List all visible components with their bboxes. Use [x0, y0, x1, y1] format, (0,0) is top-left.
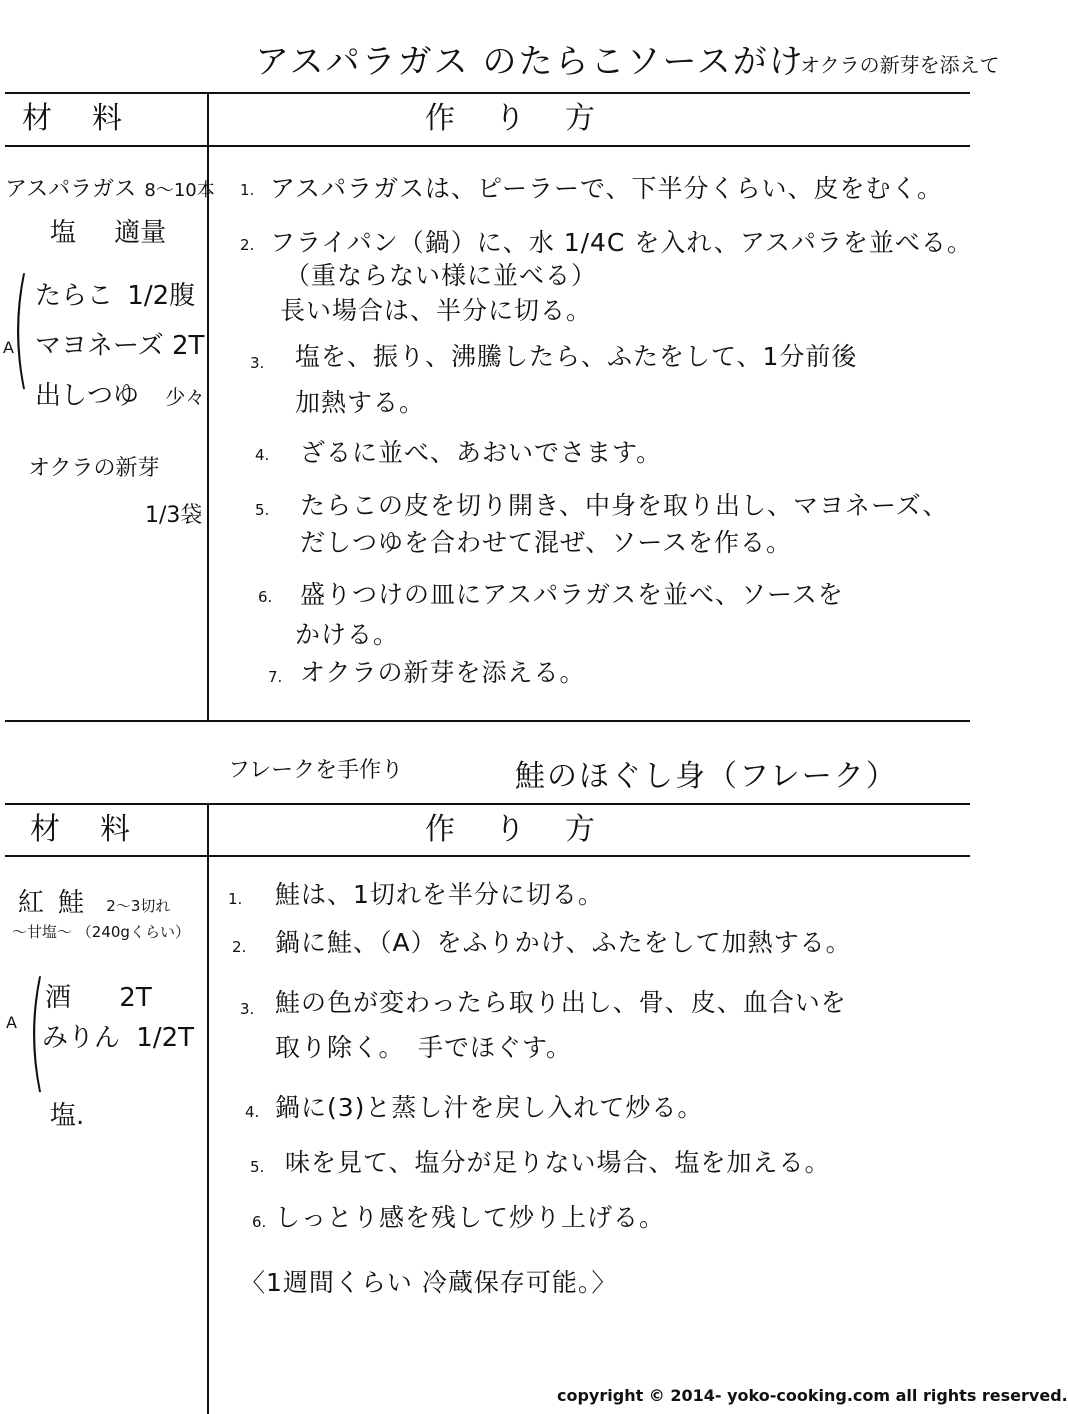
- ingredient-amount: 8〜10本: [144, 180, 215, 201]
- step-number: 3.: [250, 354, 265, 372]
- recipe1-header-top-rule: [5, 92, 970, 94]
- recipe1-header-bottom-rule: [5, 145, 970, 147]
- recipe2-header-top-rule: [5, 803, 970, 805]
- ingredient-name: 出しつゆ: [35, 381, 140, 411]
- ingredient-name: たらこ: [35, 281, 114, 311]
- step-line: 長い場合は、半分に切る。: [280, 296, 593, 325]
- step-number: 4.: [245, 1103, 260, 1121]
- recipe-divider-rule: [5, 720, 970, 722]
- step-line: しっとり感を残して炒り上げる。: [275, 1203, 666, 1232]
- recipe1-ingredient-4: [35, 333, 204, 359]
- step-line: 鍋に(3)と蒸し汁を戻し入れて炒る。: [275, 1093, 704, 1122]
- recipe2-ingredient-2: [12, 925, 190, 940]
- recipe1-ingredient-5: [35, 383, 205, 409]
- ingredient-amount: 少々: [165, 385, 206, 409]
- recipe1-group-brace: (: [12, 251, 30, 403]
- step-number: 1.: [240, 181, 255, 199]
- ingredient-amount: 1/2腹: [127, 281, 196, 311]
- recipe1-ingredient-1: [5, 175, 215, 201]
- step-number: 4.: [255, 446, 270, 464]
- recipe2-storage-note: 〈1週間くらい 冷蔵保存可能。〉: [240, 1268, 618, 1297]
- step-line: かける。: [295, 620, 400, 649]
- step-number: 7.: [268, 668, 283, 686]
- recipe2-group-label: A: [6, 1013, 17, 1032]
- step-number: 3.: [240, 1000, 255, 1018]
- step-line: 塩を、振り、沸騰したら、ふたをして、1分前後: [295, 342, 858, 371]
- recipe1-ingredient-6-amount: 1/3袋: [145, 503, 203, 528]
- step-number: 5.: [255, 501, 270, 519]
- ingredient-name: 塩: [50, 218, 77, 248]
- step-line: たらこの皮を切り開き、中身を取り出し、マヨネーズ、: [300, 491, 949, 520]
- ingredient-amount: 適量: [114, 218, 167, 248]
- recipe2-ingredient-5: 塩.: [50, 1101, 85, 1131]
- copyright-notice: copyright © 2014- yoko-cooking.com all rights reserved.: [557, 1386, 1068, 1405]
- recipe1-header-method: 作り方: [425, 101, 635, 136]
- recipe2-header-bottom-rule: [5, 855, 970, 857]
- step-number: 1.: [228, 890, 243, 908]
- recipe1-title: アスパラガス のたらこソースがけ: [255, 42, 805, 82]
- step-line: オクラの新芽を添える。: [300, 658, 586, 687]
- step-number: 2.: [232, 938, 247, 956]
- recipe1-ingredient-2: [50, 220, 166, 246]
- ingredient-name: 〜甘塩〜: [12, 923, 73, 941]
- recipe1-ingredient-6-name: オクラの新芽: [28, 456, 160, 481]
- step-line: だしつゆを合わせて混ぜ、ソースを作る。: [300, 528, 793, 557]
- recipe1-ingredient-3: [35, 283, 195, 309]
- recipe2-title: 鮭のほぐし身（フレーク）: [515, 759, 898, 794]
- recipe2-ingredient-1: [18, 890, 170, 916]
- ingredient-amount: 2T: [119, 983, 152, 1013]
- ingredient-name: 酒: [45, 983, 72, 1013]
- step-line: フライパン（鍋）に、水 1/4C を入れ、アスパラを並べる。: [270, 228, 973, 257]
- step-line: 取り除く。 手でほぐす。: [275, 1033, 573, 1062]
- recipe1-group-label: A: [3, 338, 14, 357]
- recipe2-ingredient-3: [45, 985, 152, 1011]
- step-number: 2.: [240, 236, 255, 254]
- step-line: 盛りつけの皿にアスパラガスを並べ、ソースを: [300, 580, 844, 609]
- recipe2-subtitle-note: フレークを手作り: [228, 758, 404, 783]
- recipe2-header-method: 作り方: [425, 812, 635, 847]
- step-number: 6.: [258, 588, 273, 606]
- recipe1-subtitle-note: オクラの新芽を添えて: [800, 53, 1000, 77]
- step-line: 鮭は、1切れを半分に切る。: [275, 880, 604, 909]
- step-line: アスパラガスは、ピーラーで、下半分くらい、皮をむく。: [270, 174, 944, 203]
- ingredient-name: 紅鮭: [18, 888, 99, 918]
- recipe1-header-ingredients: 材料: [22, 101, 162, 136]
- step-line: 鮭の色が変わったら取り出し、骨、皮、血合いを: [275, 988, 847, 1017]
- step-line: 鍋に鮭、（A）をふりかけ、ふたをして加熱する。: [275, 928, 852, 957]
- recipe2-column-divider: [207, 803, 209, 1414]
- ingredient-amount: 1/2T: [136, 1023, 195, 1053]
- ingredient-amount: 2〜3切れ: [106, 897, 171, 915]
- ingredient-name: アスパラガス: [5, 177, 137, 202]
- recipe2-group-brace: (: [28, 954, 46, 1106]
- step-number: 6.: [252, 1213, 267, 1231]
- recipe2-ingredient-4: [42, 1025, 194, 1051]
- step-number: 5.: [250, 1158, 265, 1176]
- recipe2-header-ingredients: 材料: [30, 812, 170, 847]
- ingredient-name: みりん: [42, 1023, 121, 1053]
- step-line: （重ならない様に並べる）: [285, 261, 598, 290]
- ingredient-name: マヨネーズ: [35, 331, 164, 361]
- step-line: 味を見て、塩分が足りない場合、塩を加える。: [285, 1148, 831, 1177]
- ingredient-amount: （240gくらい）: [76, 923, 190, 941]
- step-line: 加熱する。: [295, 388, 426, 417]
- step-line: ざるに並べ、あおいでさます。: [300, 438, 663, 467]
- ingredient-amount: 2T: [171, 331, 205, 361]
